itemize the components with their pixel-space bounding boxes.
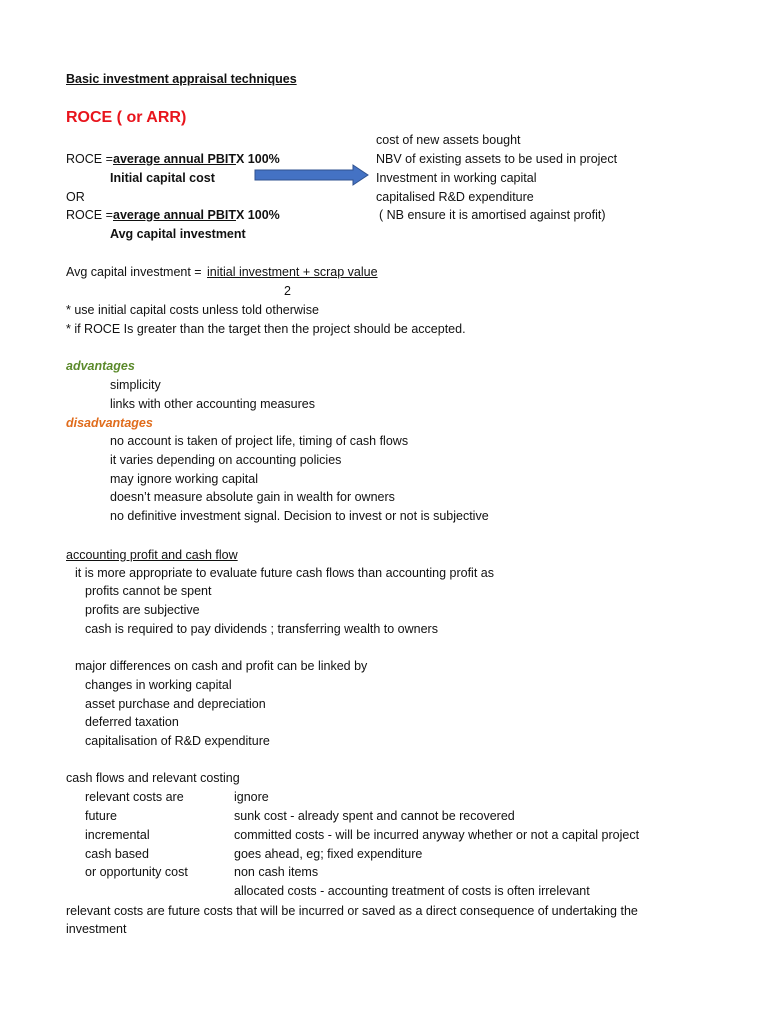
profit-reason: profits cannot be spent bbox=[85, 584, 212, 598]
or-text: OR bbox=[66, 190, 85, 204]
relevant-right-item: goes ahead, eg; fixed expenditure bbox=[234, 847, 423, 861]
roce-numerator-2: average annual PBIT bbox=[113, 208, 236, 222]
relevant-right-item: ignore bbox=[234, 790, 269, 804]
relevant-conclusion-line-2: investment bbox=[66, 922, 127, 936]
relevant-right-item: sunk cost - already spent and cannot be recovered bbox=[234, 809, 515, 823]
disadvantages-heading: disadvantages bbox=[66, 416, 153, 430]
roce-numerator-1: average annual PBIT bbox=[113, 152, 236, 166]
disadvantage-item: it varies depending on accounting policies bbox=[110, 453, 342, 467]
relevant-left-item: or opportunity cost bbox=[85, 865, 188, 879]
roce-denominator-2: Avg capital investment bbox=[110, 227, 246, 241]
profit-cash-heading: accounting profit and cash flow bbox=[66, 548, 238, 562]
roce-denominator-1: Initial capital cost bbox=[110, 171, 215, 185]
diff-item: asset purchase and depreciation bbox=[85, 697, 266, 711]
advantages-heading: advantages bbox=[66, 359, 135, 373]
capital-item: ( NB ensure it is amortised against profit) bbox=[379, 208, 606, 222]
diff-item: capitalisation of R&D expenditure bbox=[85, 734, 270, 748]
capital-item: capitalised R&D expenditure bbox=[376, 190, 534, 204]
disadvantage-item: no account is taken of project life, timing of cash flows bbox=[110, 434, 409, 448]
disadvantage-item: may ignore working capital bbox=[110, 472, 258, 486]
disadvantage-item: no definitive investment signal. Decision to invest or not is subjective bbox=[110, 509, 489, 523]
profit-reason: cash is required to pay dividends ; transferring wealth to owners bbox=[85, 622, 438, 636]
relevant-right-item: allocated costs - accounting treatment of costs is often irrelevant bbox=[234, 884, 590, 898]
relevant-right-item: non cash items bbox=[234, 865, 319, 879]
relevant-left-item: cash based bbox=[85, 847, 149, 861]
profit-cash-intro: it is more appropriate to evaluate future cash flows than accounting profit as bbox=[75, 566, 494, 580]
roce-label-2: ROCE = bbox=[66, 208, 113, 222]
advantage-item: simplicity bbox=[110, 378, 161, 392]
roce-heading: ROCE ( or ARR) bbox=[66, 109, 187, 126]
disadvantage-item: doesn’t measure absolute gain in wealth for owners bbox=[110, 490, 395, 504]
diff-intro: major differences on cash and profit can be linked by bbox=[75, 659, 368, 673]
note-line: * if ROCE Is greater than the target then the project should be accepted. bbox=[66, 322, 466, 336]
relevant-left-item: future bbox=[85, 809, 117, 823]
relevant-left-item: relevant costs are bbox=[85, 790, 184, 804]
right-arrow-icon bbox=[254, 164, 370, 186]
avg-formula-denominator: 2 bbox=[284, 284, 291, 298]
roce-multiplier-2: X 100% bbox=[236, 208, 280, 222]
roce-label-1: ROCE = bbox=[66, 152, 113, 166]
note-line: * use initial capital costs unless told otherwise bbox=[66, 303, 319, 317]
diff-item: deferred taxation bbox=[85, 715, 179, 729]
capital-item: Investment in working capital bbox=[376, 171, 537, 185]
avg-formula-numerator: initial investment + scrap value bbox=[207, 265, 378, 279]
avg-formula-label: Avg capital investment = bbox=[66, 265, 202, 279]
roce-multiplier-1: X 100% bbox=[236, 152, 280, 166]
profit-reason: profits are subjective bbox=[85, 603, 200, 617]
advantage-item: links with other accounting measures bbox=[110, 397, 315, 411]
relevant-conclusion-line-1: relevant costs are future costs that will be incurred or saved as a direct consequence of undertaking the bbox=[66, 904, 638, 918]
relevant-heading: cash flows and relevant costing bbox=[66, 771, 240, 785]
capital-item: NBV of existing assets to be used in project bbox=[376, 152, 618, 166]
diff-item: changes in working capital bbox=[85, 678, 232, 692]
capital-item: cost of new assets bought bbox=[376, 133, 521, 147]
relevant-right-item: committed costs - will be incurred anyway whether or not a capital project bbox=[234, 828, 640, 842]
relevant-left-item: incremental bbox=[85, 828, 150, 842]
page-title: Basic investment appraisal techniques bbox=[66, 72, 297, 86]
